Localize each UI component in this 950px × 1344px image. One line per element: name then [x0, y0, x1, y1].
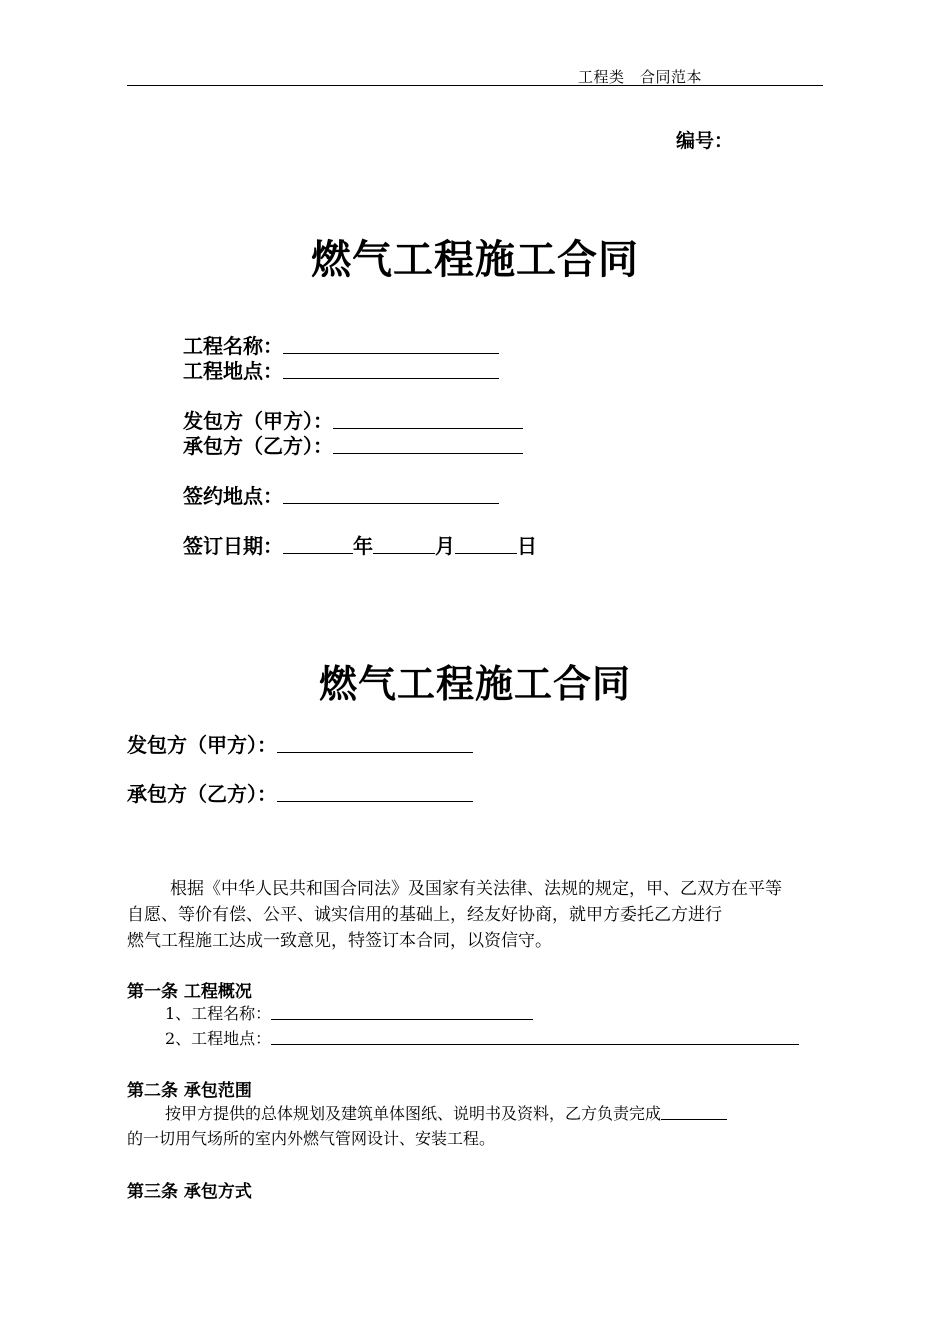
intro-line-2: 自愿、等价有偿、公平、诚实信用的基础上，经友好协商，就甲方委托乙方进行 [127, 905, 722, 925]
article-3-heading: 第三条 承包方式 [127, 1182, 252, 1202]
cover-project-site-label: 工程地点： [183, 359, 283, 383]
month-label: 月 [435, 534, 455, 558]
cover-party-a-label: 发包方（甲方）： [183, 409, 333, 433]
cover-title: 燃气工程施工合同 [311, 236, 639, 283]
cover-sign-place-label: 签约地点： [183, 484, 283, 508]
article-1-item-1 [165, 1001, 533, 1024]
day-label: 日 [517, 534, 537, 558]
cover-sign-date-label: 签订日期： [183, 534, 283, 558]
month-blank[interactable] [373, 552, 435, 554]
header-divider [127, 85, 823, 86]
page-header: 工程类 合同范本 [578, 68, 703, 86]
cover-party-a-blank[interactable] [333, 427, 523, 429]
serial-number-label: 编号： [676, 130, 734, 152]
cover-project-site-blank[interactable] [283, 377, 499, 379]
intro-line-3: 燃气工程施工达成一致意见，特签订本合同，以资信守。 [127, 931, 552, 951]
body-party-a [127, 729, 473, 758]
body-party-b-label: 承包方（乙方）： [127, 782, 277, 806]
cover-sign-place [183, 480, 499, 509]
contract-title: 燃气工程施工合同 [318, 661, 631, 706]
article-1-item-2-label: 2、工程地点： [165, 1029, 272, 1048]
article-1-item-1-blank[interactable] [271, 1018, 533, 1020]
article-2-line-2: 的一切用气场所的室内外燃气管网设计、安装工程。 [127, 1129, 496, 1148]
cover-party-b-label: 承包方（乙方）： [183, 434, 333, 458]
body-party-a-blank[interactable] [277, 751, 473, 753]
body-party-a-label: 发包方（甲方）： [127, 733, 277, 757]
article-2-line-1-text: 按甲方提供的总体规划及建筑单体图纸、说明书及资料，乙方负责完成 [165, 1104, 662, 1123]
cover-sign-date [183, 530, 537, 559]
body-party-b [127, 778, 473, 807]
year-blank[interactable] [283, 552, 353, 554]
cover-project-site [183, 355, 499, 384]
body-party-b-blank[interactable] [277, 800, 473, 802]
day-blank[interactable] [455, 552, 517, 554]
intro-line-1: 根据《中华人民共和国合同法》及国家有关法律、法规的规定，甲、乙双方在平等 [170, 879, 782, 899]
article-2-line-1 [165, 1101, 727, 1124]
article-1-item-2 [165, 1026, 799, 1049]
cover-project-name-label: 工程名称： [183, 334, 283, 358]
year-label: 年 [353, 534, 373, 558]
article-1-heading: 第一条 工程概况 [127, 982, 252, 1002]
cover-project-name-blank[interactable] [283, 352, 499, 354]
article-1-item-2-blank[interactable] [271, 1043, 799, 1045]
article-2-blank[interactable] [661, 1118, 727, 1120]
cover-sign-place-blank[interactable] [283, 502, 499, 504]
cover-party-b-blank[interactable] [333, 452, 523, 454]
article-1-item-1-label: 1、工程名称： [165, 1004, 272, 1023]
article-2-heading: 第二条 承包范围 [127, 1081, 252, 1101]
cover-party-b [183, 430, 523, 459]
